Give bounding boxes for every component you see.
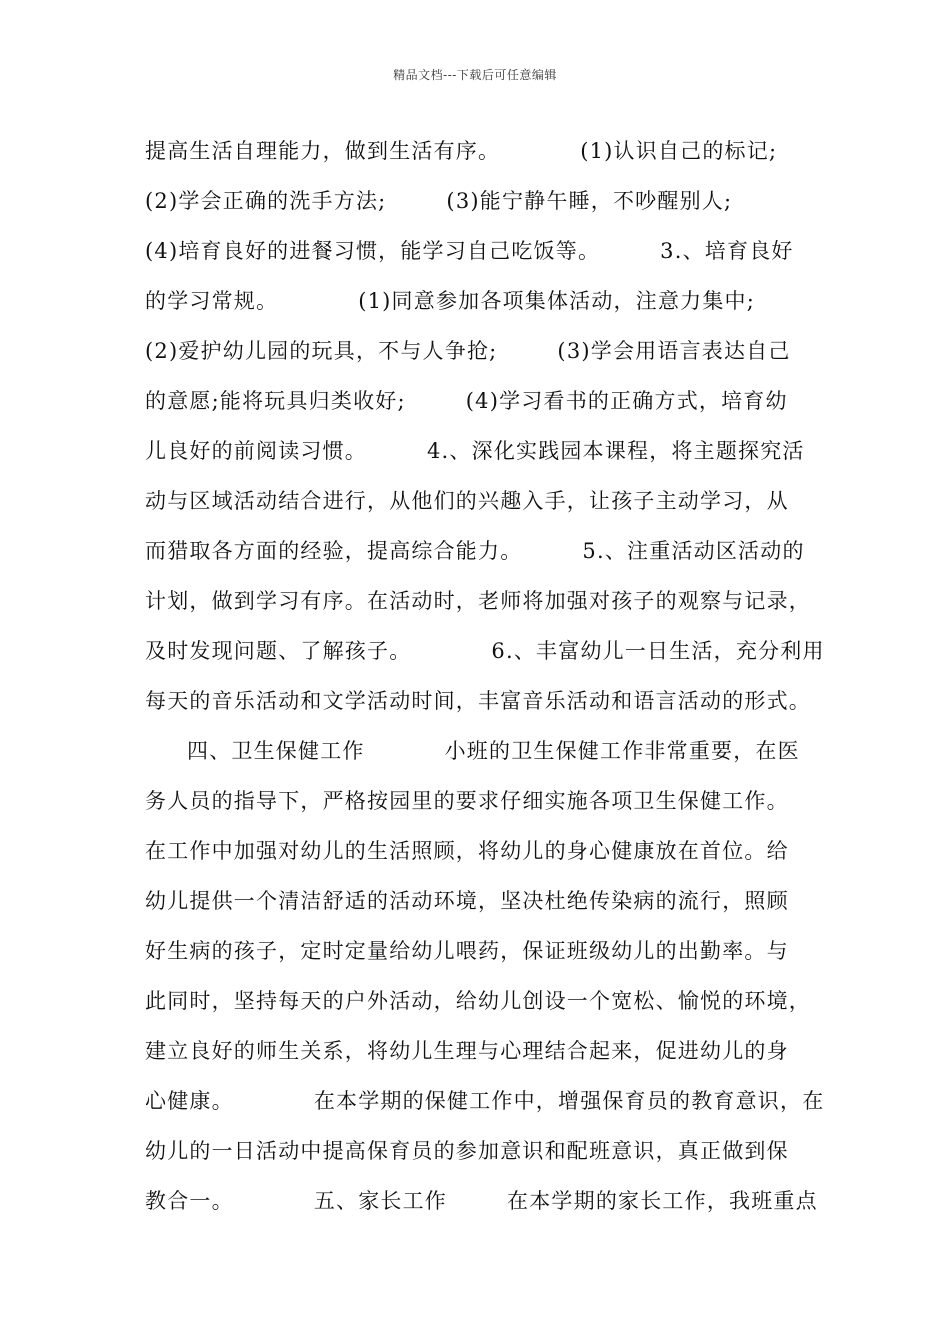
text-line — [145, 481, 825, 531]
text-segment: 幼儿提供一个清洁舒适的活动环境，坚决杜绝传染病的流行，照顾 — [145, 889, 789, 913]
text-segment: 的学习常规。 — [145, 289, 279, 313]
text-segment: 而猎取各方面的经验，提高综合能力。 — [145, 539, 523, 563]
text-segment: 儿良好的前阅读习惯。 — [145, 439, 367, 463]
text-segment: 及时发现问题、了解孩子。 — [145, 639, 412, 663]
text-segment: (2)学会正确的洗手方法; — [145, 189, 387, 213]
text-segment: 小班的卫生保健工作非常重要，在医 — [444, 739, 800, 763]
text-segment: 4.、深化实践园本课程，将主题探究活 — [427, 439, 805, 463]
text-line — [145, 581, 825, 631]
section-heading: 五、家长工作 — [313, 1189, 448, 1213]
text-line — [145, 531, 825, 581]
page-header: 精品文档---下载后可任意编辑 — [393, 68, 557, 82]
text-segment: 在本学期的保健工作中，增强保育员的教育意识，在 — [313, 1089, 825, 1113]
text-segment: 的意愿;能将玩具归类收好; — [145, 389, 406, 413]
text-line — [145, 881, 825, 931]
text-line — [145, 681, 825, 731]
text-segment: 此同时，坚持每天的户外活动，给幼儿创设一个宽松、愉悦的环境， — [145, 989, 811, 1013]
text-line — [145, 131, 825, 181]
text-segment: (4)学习看书的正确方式，培育幼 — [465, 389, 788, 413]
text-segment: (3)学会用语言表达自己 — [557, 339, 791, 363]
text-segment: 务人员的指导下，严格按园里的要求仔细实施各项卫生保健工作。 — [145, 789, 789, 813]
text-line — [145, 231, 825, 281]
text-line — [145, 981, 825, 1031]
text-segment: (1)同意参加各项集体活动，注意力集中; — [358, 289, 756, 313]
text-segment: 在工作中加强对幼儿的生活照顾，将幼儿的身心健康放在首位。给 — [145, 839, 789, 863]
text-segment: (2)爱护幼儿园的玩具，不与人争抢; — [145, 339, 498, 363]
text-segment: 计划，做到学习有序。在活动时，老师将加强对孩子的观察与记录， — [145, 589, 811, 613]
text-line — [145, 431, 825, 481]
text-line — [145, 931, 825, 981]
text-segment: 在本学期的家长工作，我班重点 — [507, 1189, 818, 1213]
text-line — [145, 331, 825, 381]
text-line — [145, 1081, 825, 1131]
text-segment: 教合一。 — [145, 1189, 234, 1213]
section-heading: 四、卫生保健工作 — [187, 739, 365, 763]
text-segment: 好生病的孩子，定时定量给幼儿喂药，保证班级幼儿的出勤率。与 — [145, 939, 789, 963]
text-segment: 提高生活自理能力，做到生活有序。 — [145, 139, 501, 163]
text-segment: 6.、丰富幼儿一日生活，充分利用 — [491, 639, 825, 663]
text-line — [145, 1131, 825, 1181]
text-segment: 每天的音乐活动和文学活动时间，丰富音乐活动和语言活动的形式。 — [145, 689, 811, 713]
text-line — [145, 381, 825, 431]
text-line — [145, 281, 825, 331]
text-line — [145, 781, 825, 831]
text-segment: 动与区域活动结合进行，从他们的兴趣入手，让孩子主动学习，从 — [145, 489, 789, 513]
text-segment: 5.、注重活动区活动的 — [582, 539, 805, 563]
text-segment: 幼儿的一日活动中提高保育员的参加意识和配班意识，真正做到保 — [145, 1139, 789, 1163]
text-segment: 建立良好的师生关系，将幼儿生理与心理结合起来，促进幼儿的身 — [145, 1039, 789, 1063]
text-line — [145, 831, 825, 881]
body-text — [145, 131, 825, 1231]
text-line — [145, 631, 825, 681]
text-segment: 心健康。 — [145, 1089, 234, 1113]
text-segment: (1)认识自己的标记; — [580, 139, 778, 163]
text-line — [145, 731, 825, 781]
text-segment: 3.、培育良好 — [660, 239, 794, 263]
text-line — [145, 1181, 825, 1231]
text-line — [145, 1031, 825, 1081]
text-segment: (4)培育良好的进餐习惯，能学习自己吃饭等。 — [145, 239, 601, 263]
text-segment: (3)能宁静午睡，不吵醒别人; — [446, 189, 733, 213]
text-line — [145, 181, 825, 231]
